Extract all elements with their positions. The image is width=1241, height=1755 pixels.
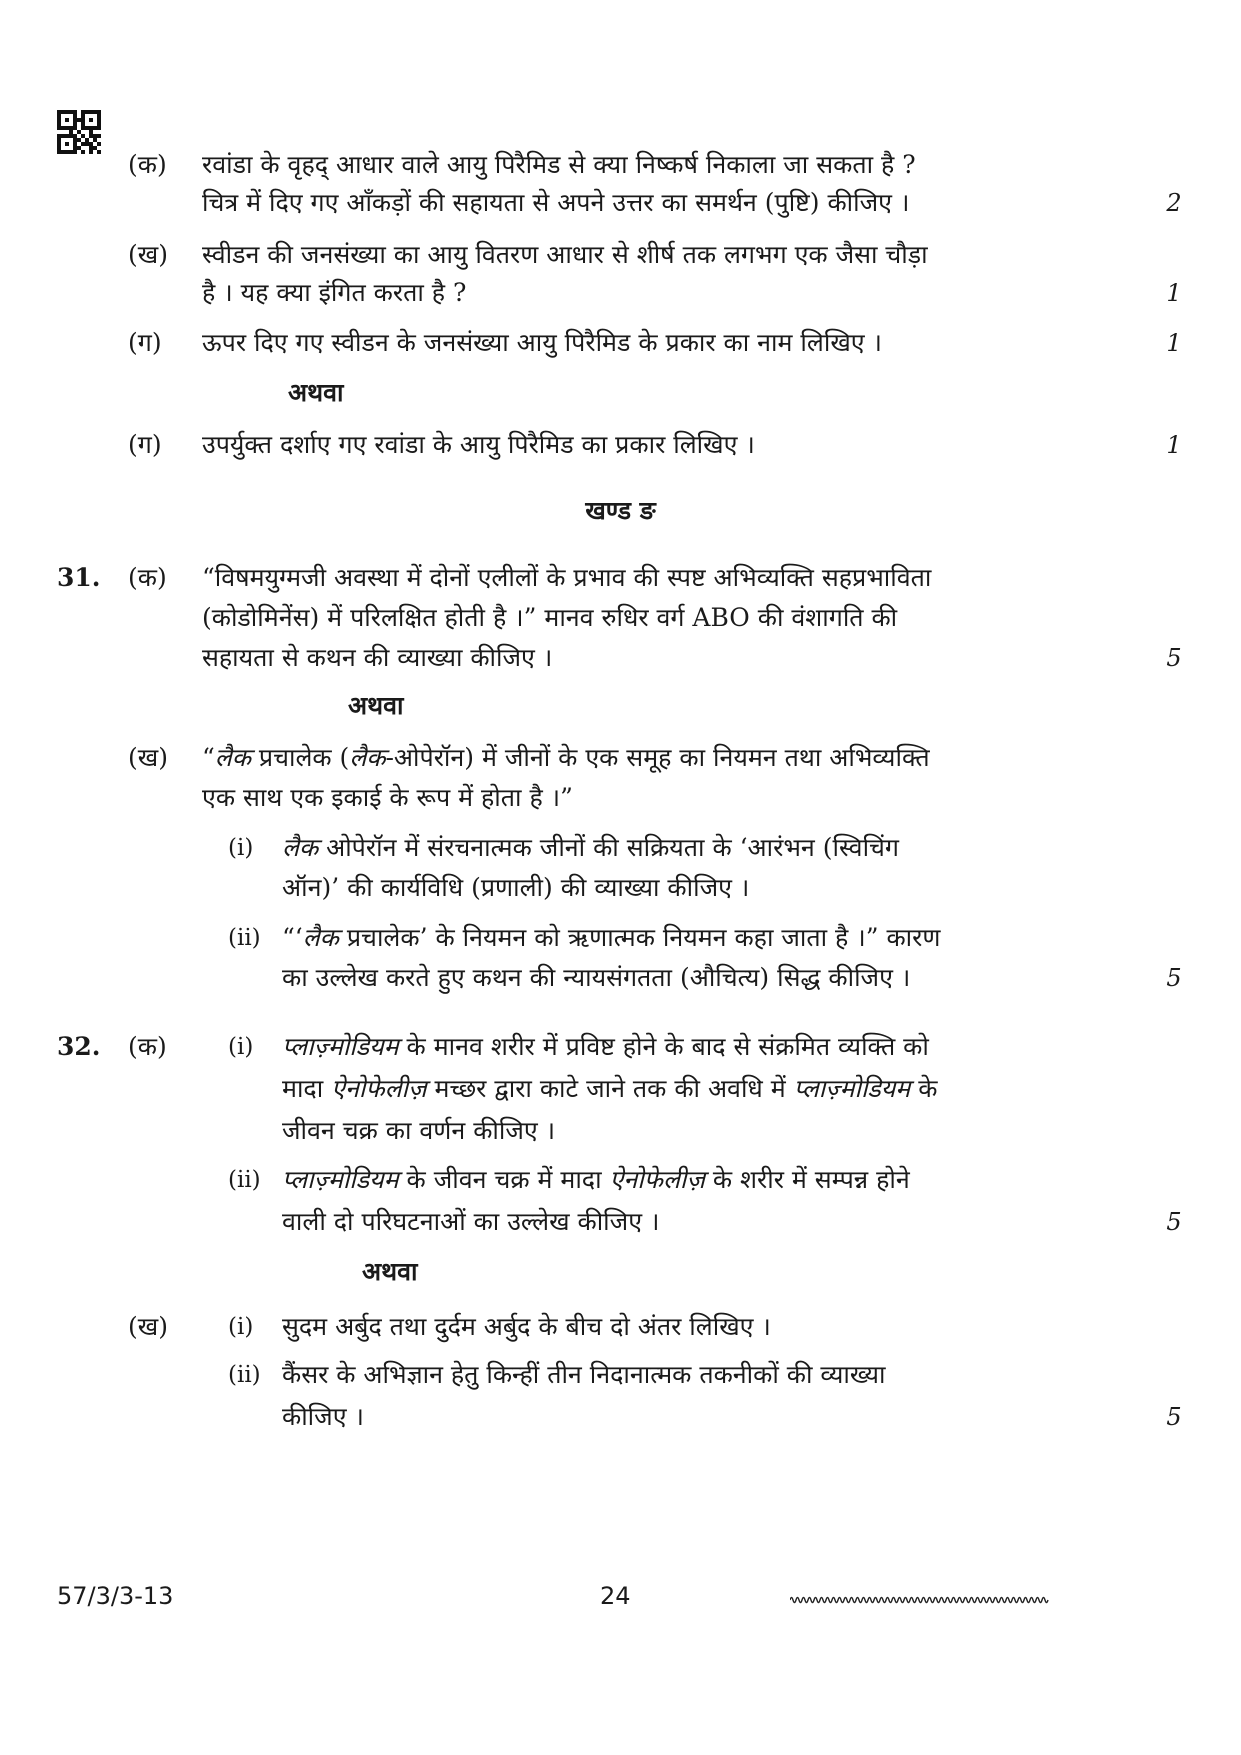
question-text: रवांडा के वृहद् आधार वाले आयु पिरैमिड से क्या निष्कर्ष निकाला जा सकता है ? [202,150,916,179]
subpart-roman: (i) [228,835,254,861]
marks: 5 [1166,1403,1182,1431]
question-text: जीवन चक्र का वर्णन कीजिए । [282,1116,556,1145]
subpart-roman: (ii) [228,1362,261,1388]
marks: 5 [1166,1208,1182,1236]
marks: 1 [1166,431,1182,459]
question-text: उपर्युक्त दर्शाए गए रवांडा के आयु पिरैमिड का प्रकार लिखिए । [202,430,755,459]
or-heading: अथवा [362,1257,418,1286]
question-number: 31. [57,563,101,592]
question-text: प्लाज़्मोडियम के जीवन चक्र में मादा ऐनोफेलीज़ के शरीर में सम्पन्न होने [282,1165,910,1194]
question-text: ऊपर दिए गए स्वीडन के जनसंख्या आयु पिरैमिड के प्रकार का नाम लिखिए । [202,328,883,357]
or-heading: अथवा [348,691,404,720]
subpart-roman: (i) [228,1034,254,1060]
question-text: (कोडोमिनेंस) में परिलक्षित होती है ।” मानव रुधिर वर्ग ABO की वंशागति की [202,603,898,632]
question-text: लैक ओपेरॉन में संरचनात्मक जीनों की सक्रियता के ‘आरंभन (स्विचिंग [282,833,900,862]
subpart-roman: (ii) [228,1167,261,1193]
marks: 2 [1166,189,1182,217]
paper-code: 57/3/3-13 [57,1582,174,1610]
question-text: स्वीडन की जनसंख्या का आयु वितरण आधार से शीर्ष तक लगभग एक जैसा चौड़ा [202,240,928,269]
question-text: “विषमयुग्मजी अवस्था में दोनों एलीलों के प्रभाव की स्पष्ट अभिव्यक्ति सहप्रभाविता [202,563,932,592]
subpart-roman: (ii) [228,925,261,951]
question-text: “लैक प्रचालेक (लैक-ओपेरॉन) में जीनों के एक समूह का नियमन तथा अभिव्यक्ति [202,743,930,772]
marks: 1 [1166,279,1182,307]
subpart-label: (ख) [128,743,168,772]
question-text: का उल्लेख करते हुए कथन की न्यायसंगतता (औचित्य) सिद्ध कीजिए । [282,963,911,992]
subpart-label: (क) [128,150,167,179]
marks: 1 [1166,329,1182,357]
question-text: चित्र में दिए गए आँकड़ों की सहायता से अपने उत्तर का समर्थन (पुष्टि) कीजिए । [202,188,910,217]
question-text: कैंसर के अभिज्ञान हेतु किन्हीं तीन निदानात्मक तकनीकों की व्याख्या [282,1360,886,1389]
question-text: सुदम अर्बुद तथा दुर्दम अर्बुद के बीच दो अंतर लिखिए । [282,1312,771,1341]
qr-code-icon [57,110,101,154]
subpart-label: (क) [128,1032,167,1061]
question-number: 32. [57,1032,101,1061]
or-heading: अथवा [288,378,344,407]
subpart-label: (ख) [128,1312,168,1341]
question-text: है । यह क्या इंगित करता है ? [202,278,467,307]
subpart-label: (क) [128,563,167,592]
question-text: “‘लैक प्रचालेक’ के नियमन को ऋणात्मक नियमन कहा जाता है ।” कारण [282,923,941,952]
question-text: मादा ऐनोफेलीज़ मच्छर द्वारा काटे जाने तक की अवधि में प्लाज़्मोडियम के [282,1074,938,1103]
page-number: 24 [600,1582,631,1610]
section-heading: खण्ड ङ [585,496,656,525]
question-text: कीजिए । [282,1402,364,1431]
question-text: सहायता से कथन की व्याख्या कीजिए । [202,643,553,672]
question-text: प्लाज़्मोडियम के मानव शरीर में प्रविष्ट होने के बाद से संक्रमित व्यक्ति को [282,1032,929,1061]
marks: 5 [1166,644,1182,672]
subpart-label: (ग) [128,430,162,459]
decorative-wave-line [790,1592,1050,1608]
question-text: वाली दो परिघटनाओं का उल्लेख कीजिए । [282,1207,660,1236]
subpart-roman: (i) [228,1314,254,1340]
question-text: ऑन)’ की कार्यविधि (प्रणाली) की व्याख्या कीजिए । [282,873,750,902]
subpart-label: (ग) [128,328,162,357]
question-text: एक साथ एक इकाई के रूप में होता है ।” [202,783,573,812]
marks: 5 [1166,964,1182,992]
subpart-label: (ख) [128,240,168,269]
